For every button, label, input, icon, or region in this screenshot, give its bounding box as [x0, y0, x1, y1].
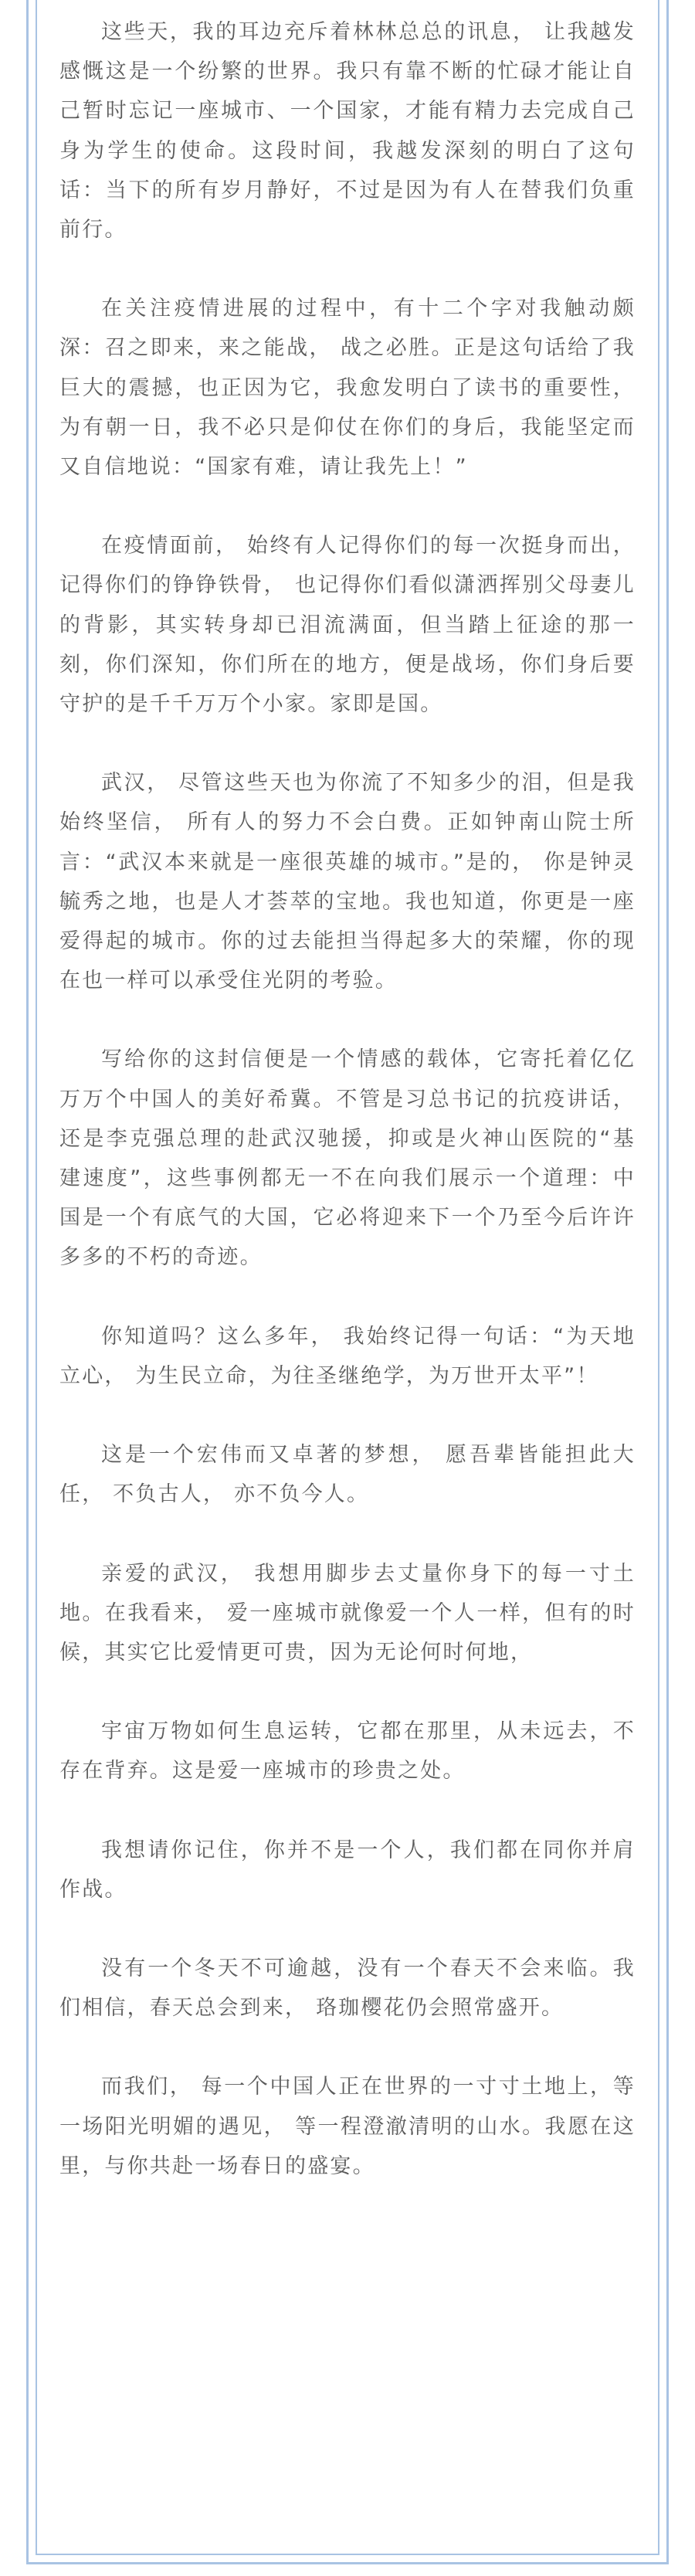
paragraph-3: 在疫情面前， 始终有人记得你们的每一次挺身而出， 记得你们的铮铮铁骨， 也记得你们看似潇洒挥别父母妻儿的背影，其实转身却已泪流满面，但当踏上征途的那一刻，你们深知，你们所在的地方，便是战场，你们身后要守护的是千千万万个小家。家即是国。: [59, 534, 636, 717]
paragraph-6: 你知道吗？这么多年， 我始终记得一句话：“为天地立心， 为生民立命，为往圣继绝学，为万世开太平”！: [59, 1324, 636, 1388]
paragraph-4: 武汉， 尽管这些天也为你流了不知多少的泪，但是我始终坚信， 所有人的努力不会白费。正如钟南山院士所言：“武汉本来就是一座很英雄的城市。”是的， 你是钟灵毓秀之地，也是人才荟萃的宝地。我也知道，你更是一座爱得起的城市。你的过去能担当得起多大的荣耀，你的现在也一样可以承受住光阴的考验。: [59, 771, 636, 993]
paragraph-7: 这是一个宏伟而又卓著的梦想， 愿吾辈皆能担此大任， 不负古人， 亦不负今人。: [59, 1443, 636, 1507]
paragraph-2: 在关注疫情进展的过程中，有十二个字对我触动颇深：召之即来，来之能战， 战之必胜。正是这句话给了我巨大的震撼，也正因为它，我愈发明白了读书的重要性，为有朝一日，我不必只是仰仗在你们的身后，我能坚定而又自信地说：“国家有难，请让我先上！”: [59, 297, 636, 480]
paragraph-11: 没有一个冬天不可逾越，没有一个春天不会来临。我们相信，春天总会到来， 珞珈樱花仍会照常盛开。: [59, 1956, 636, 2021]
paragraph-9: 宇宙万物如何生息运转，它都在那里，从未远去，不存在背弃。这是爱一座城市的珍贵之处。: [59, 1719, 636, 1784]
paragraph-12: 而我们， 每一个中国人正在世界的一寸寸土地上，等一场阳光明媚的遇见， 等一程澄澈清明的山水。我愿在这里，与你共赴一场春日的盛宴。: [59, 2075, 636, 2178]
paragraph-1: 这些天，我的耳边充斥着林林总总的讯息， 让我越发感慨这是一个纷繁的世界。我只有靠不断的忙碌才能让自己暂时忘记一座城市、一个国家，才能有精力去完成自己身为学生的使命。这段时间，我越发深刻的明白了这句话：当下的所有岁月静好，不过是因为有人在替我们负重前行。: [59, 20, 636, 243]
paragraph-10: 我想请你记住，你并不是一个人，我们都在同你并肩作战。: [59, 1838, 636, 1902]
paragraph-5: 写给你的这封信便是一个情感的载体，它寄托着亿亿万万个中国人的美好希冀。不管是习总书记的抗疫讲话，还是李克强总理的赴武汉驰援，抑或是火神山医院的“基建速度”，这些事例都无一不在向我们展示一个道理：中国是一个有底气的大国，它必将迎来下一个乃至今后许许多多的不朽的奇迹。: [59, 1047, 636, 1270]
paragraph-8: 亲爱的武汉， 我想用脚步去丈量你身下的每一寸土地。在我看来， 爱一座城市就像爱一个人一样，但有的时候，其实它比爱情更可贵，因为无论何时何地，: [59, 1561, 636, 1665]
letter-body: [59, 12, 636, 2225]
